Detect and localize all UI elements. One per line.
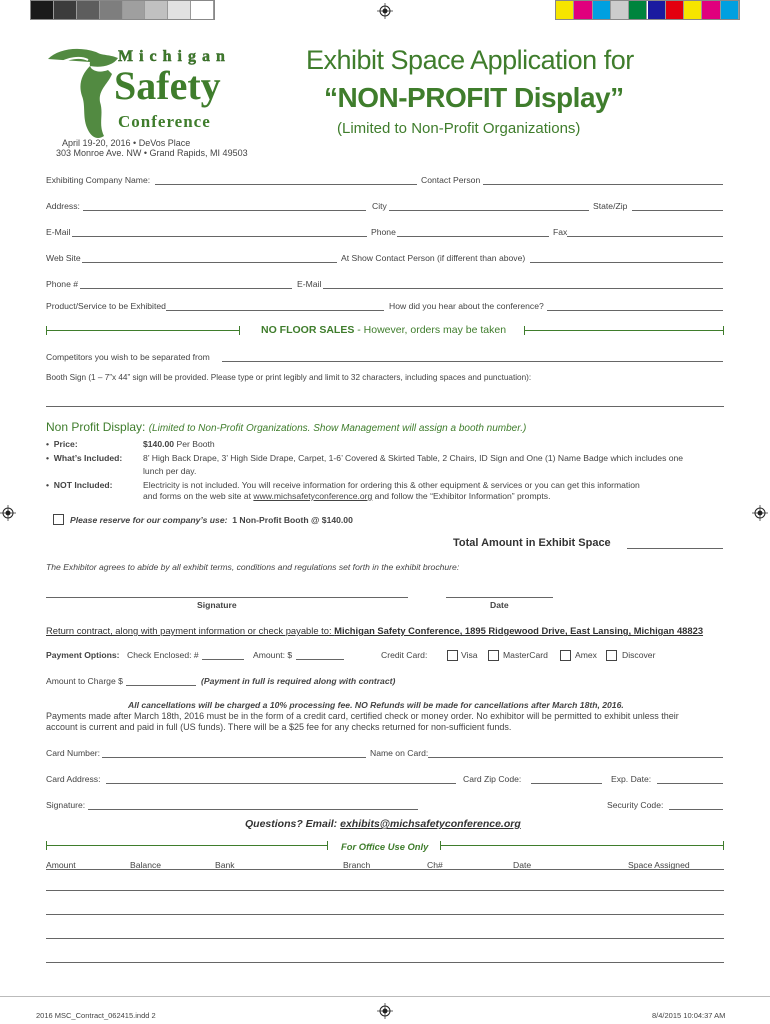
card-number-field[interactable] — [102, 757, 366, 758]
office-row-line[interactable] — [46, 890, 724, 891]
color-swatch — [629, 1, 647, 19]
office-row-line[interactable] — [46, 938, 724, 939]
phone-number-field[interactable] — [80, 288, 292, 289]
reserve-label-text: Please reserve for our company’s use: — [70, 515, 228, 525]
price-amount: $140.00 — [143, 439, 175, 449]
color-swatch — [54, 1, 77, 19]
divider-left-cap — [239, 326, 240, 335]
non-profit-heading — [46, 420, 526, 434]
event-dates-venue: April 19-20, 2016 • DeVos Place — [62, 138, 191, 148]
footer-rule — [0, 996, 770, 997]
card-zip-label: Card Zip Code: — [463, 774, 522, 784]
exp-date-label: Exp. Date: — [611, 774, 652, 784]
color-swatch — [648, 1, 666, 19]
color-swatch — [593, 1, 611, 19]
registration-mark-icon — [377, 3, 393, 19]
date-field[interactable] — [446, 597, 553, 598]
heard-field[interactable] — [547, 310, 723, 311]
office-header-underline — [46, 869, 724, 870]
heard-label: How did you hear about the conference? — [389, 301, 544, 311]
not-included-value: Electricity is not included. You will receive information for ordering this & other equipment & services or you can get this information — [143, 480, 640, 490]
reserve-value: 1 Non-Profit Booth @ $140.00 — [232, 515, 353, 525]
included-label: • What’s Included: — [46, 453, 123, 463]
page-title: Exhibit Space Application for — [306, 45, 634, 75]
non-profit-heading-label: Non Profit Display: — [46, 420, 146, 434]
logo-safety-text: Safety — [114, 63, 221, 108]
office-col-branch: Branch — [343, 860, 371, 870]
website-link[interactable]: www.michsafetyconference.org — [253, 491, 373, 501]
return-address: Michigan Safety Conference, 1895 Ridgewood Drive, East Lansing, Michigan 48823 — [334, 625, 704, 636]
product-field[interactable] — [166, 310, 384, 311]
address-label: Address: — [46, 201, 80, 211]
color-swatch — [574, 1, 592, 19]
michigan-safety-conference-logo — [38, 44, 248, 144]
website-field[interactable] — [82, 262, 337, 263]
show-contact-label: At Show Contact Person (if different than above) — [341, 253, 526, 263]
return-contract-text — [46, 625, 703, 636]
registration-mark-icon — [752, 505, 768, 521]
check-enclosed-label: Check Enclosed: # — [127, 650, 199, 660]
payment-options-label: Payment Options: — [46, 650, 120, 660]
page-title-display-type: “NON-PROFIT Display” — [324, 82, 624, 113]
no-floor-sales-rest: - However, orders may be taken — [354, 324, 507, 336]
color-swatch — [168, 1, 191, 19]
signature-label: Signature — [197, 600, 237, 610]
divider-left-cap — [46, 326, 47, 335]
color-swatch — [721, 1, 739, 19]
event-address: 303 Monroe Ave. NW • Grand Rapids, MI 49503 — [56, 148, 248, 158]
footer-timestamp: 8/4/2015 10:04:37 AM — [652, 1011, 726, 1020]
color-swatch — [123, 1, 146, 19]
agreement-text: The Exhibitor agrees to abide by all exhibit terms, conditions and regulations set forth in the exhibit brochure: — [46, 562, 460, 572]
amount-to-charge-label: Amount to Charge $ — [46, 676, 123, 686]
reserve-booth-label — [70, 515, 353, 525]
registration-mark-icon — [377, 1003, 393, 1019]
exp-date-field[interactable] — [657, 783, 723, 784]
office-divider-right — [440, 845, 724, 846]
non-profit-heading-note: (Limited to Non-Profit Organizations. Show Management will assign a booth number.) — [148, 423, 527, 434]
state-zip-label: State/Zip — [593, 201, 628, 211]
city-label: City — [372, 201, 387, 211]
office-divider-cap — [46, 841, 47, 850]
credit-card-label: Credit Card: — [381, 650, 428, 660]
color-swatch — [31, 1, 54, 19]
card-signature-label: Signature: — [46, 800, 86, 810]
booth-sign-label: Booth Sign (1 – 7”x 44” sign will be provided. Please type or print legibly and limit to 32 characters, including spaces and punctuation): — [46, 373, 532, 382]
questions-contact — [245, 818, 521, 830]
card-address-label: Card Address: — [46, 774, 101, 784]
check-number-field[interactable] — [202, 659, 244, 660]
booth-sign-field[interactable] — [46, 406, 724, 407]
questions-email-link[interactable]: exhibits@michsafetyconference.org — [340, 818, 521, 830]
office-col-date: Date — [513, 860, 532, 870]
phone-field[interactable] — [397, 236, 549, 237]
not-included-label-text: NOT Included: — [53, 480, 113, 490]
name-on-card-label: Name on Card: — [370, 748, 429, 758]
phone-label: Phone — [371, 227, 396, 237]
card-signature-field[interactable] — [88, 809, 418, 810]
total-amount-label: Total Amount in Exhibit Space — [453, 537, 611, 549]
total-amount-field[interactable] — [627, 548, 723, 549]
footer-filename: 2016 MSC_Contract_062415.indd 2 — [36, 1011, 156, 1020]
office-row-line[interactable] — [46, 914, 724, 915]
page-subtitle: (Limited to Non-Profit Organizations) — [337, 120, 581, 137]
email-label: E-Mail — [46, 227, 71, 237]
color-swatch — [100, 1, 123, 19]
not-included-text-a: and forms on the web site at — [143, 491, 254, 501]
not-included-label: • NOT Included: — [46, 480, 113, 490]
email2-label: E-Mail — [297, 279, 322, 289]
state-zip-field[interactable] — [632, 210, 723, 211]
office-col-balance: Balance — [130, 860, 162, 870]
website-label: Web Site — [46, 253, 81, 263]
price-label-text: Price: — [53, 439, 78, 449]
payment-terms-1: Payments made after March 18th, 2016 must be in the form of a credit card, certified check or money order. No exhibitor will be permitted to exhibit unless their — [46, 711, 679, 721]
questions-text: Questions? Email: — [245, 818, 341, 830]
color-swatch — [702, 1, 720, 19]
included-value: 8’ High Back Drape, 3’ High Side Drape, Carpet, 1-6’ Covered & Skirted Table, 2 Chairs, ID Sign and One (1) Name Badge which includes one — [143, 453, 684, 463]
mastercard-checkbox[interactable] — [488, 650, 499, 661]
office-divider-cap — [327, 841, 328, 850]
included-value-2: lunch per day. — [143, 466, 197, 476]
amex-label: Amex — [575, 650, 597, 660]
amount-to-charge-field[interactable] — [126, 685, 196, 686]
contact-person-field[interactable] — [483, 184, 723, 185]
product-label: Product/Service to be Exhibited — [46, 301, 166, 311]
competitors-field[interactable] — [222, 361, 723, 362]
grayscale-bar — [30, 0, 215, 20]
office-col-check: Ch# — [427, 860, 443, 870]
divider-right-cap — [524, 326, 525, 335]
logo-conference-text: Conference — [118, 112, 211, 131]
payment-terms-2: account is current and paid in full (US funds). There will be a $25 fee for any checks returned for non-sufficient funds. — [46, 722, 512, 732]
color-swatch — [666, 1, 684, 19]
check-amount-field[interactable] — [296, 659, 344, 660]
color-swatch — [556, 1, 574, 19]
color-swatch — [684, 1, 702, 19]
card-zip-field[interactable] — [531, 783, 602, 784]
divider-right — [524, 330, 724, 331]
fax-label: Fax — [553, 227, 568, 237]
not-included-text-b: and follow the “Exhibitor Information” prompts. — [372, 491, 551, 501]
cmyk-color-bar — [555, 0, 740, 20]
office-col-amount: Amount — [46, 860, 76, 870]
cancellation-policy: All cancellations will be charged a 10% processing fee. NO Refunds will be made for cancellations after March 18th, 2016. — [128, 700, 624, 710]
no-floor-sales-bold: NO FLOOR SALES — [261, 324, 355, 336]
color-swatch — [611, 1, 629, 19]
amex-checkbox[interactable] — [560, 650, 571, 661]
office-use-title: For Office Use Only — [341, 841, 429, 852]
company-name-label: Exhibiting Company Name: — [46, 175, 151, 185]
email-field[interactable] — [72, 236, 367, 237]
logo-michigan-text: Michigan — [118, 48, 231, 65]
not-included-value-2 — [143, 491, 550, 501]
office-divider-left — [46, 845, 328, 846]
price-unit: Per Booth — [174, 439, 215, 449]
office-col-bank: Bank — [215, 860, 235, 870]
return-text-a: Return contract, along with payment information or check payable to: — [46, 625, 335, 636]
divider-right-cap — [723, 326, 724, 335]
price-value — [143, 439, 215, 449]
signature-field[interactable] — [46, 597, 408, 598]
contact-person-label: Contact Person — [421, 175, 481, 185]
color-swatch — [145, 1, 168, 19]
show-contact-field[interactable] — [530, 262, 723, 263]
email2-field[interactable] — [323, 288, 723, 289]
office-divider-cap — [440, 841, 441, 850]
visa-checkbox[interactable] — [447, 650, 458, 661]
office-divider-cap — [723, 841, 724, 850]
office-col-space: Space Assigned — [628, 860, 690, 870]
city-field[interactable] — [389, 210, 589, 211]
included-label-text: What’s Included: — [53, 453, 123, 463]
color-swatch — [191, 1, 214, 19]
divider-left — [46, 330, 240, 331]
security-code-field[interactable] — [669, 809, 723, 810]
competitors-label: Competitors you wish to be separated from — [46, 352, 210, 362]
color-swatch — [77, 1, 100, 19]
fax-field[interactable] — [567, 236, 723, 237]
mastercard-label: MasterCard — [503, 650, 548, 660]
discover-checkbox[interactable] — [606, 650, 617, 661]
phone-number-label: Phone # — [46, 279, 79, 289]
card-number-label: Card Number: — [46, 748, 100, 758]
visa-label: Visa — [461, 650, 478, 660]
price-label: • Price: — [46, 439, 78, 449]
registration-mark-icon — [0, 505, 16, 521]
payment-in-full-note: (Payment in full is required along with contract) — [201, 676, 396, 686]
date-label: Date — [490, 600, 509, 610]
security-code-label: Security Code: — [607, 800, 664, 810]
discover-label: Discover — [622, 650, 656, 660]
card-address-field[interactable] — [106, 783, 456, 784]
name-on-card-field[interactable] — [428, 757, 723, 758]
address-field[interactable] — [83, 210, 366, 211]
company-name-field[interactable] — [155, 184, 417, 185]
office-row-line[interactable] — [46, 962, 724, 963]
reserve-booth-checkbox[interactable] — [53, 514, 64, 525]
check-amount-label: Amount: $ — [253, 650, 293, 660]
no-floor-sales-notice — [261, 324, 506, 336]
